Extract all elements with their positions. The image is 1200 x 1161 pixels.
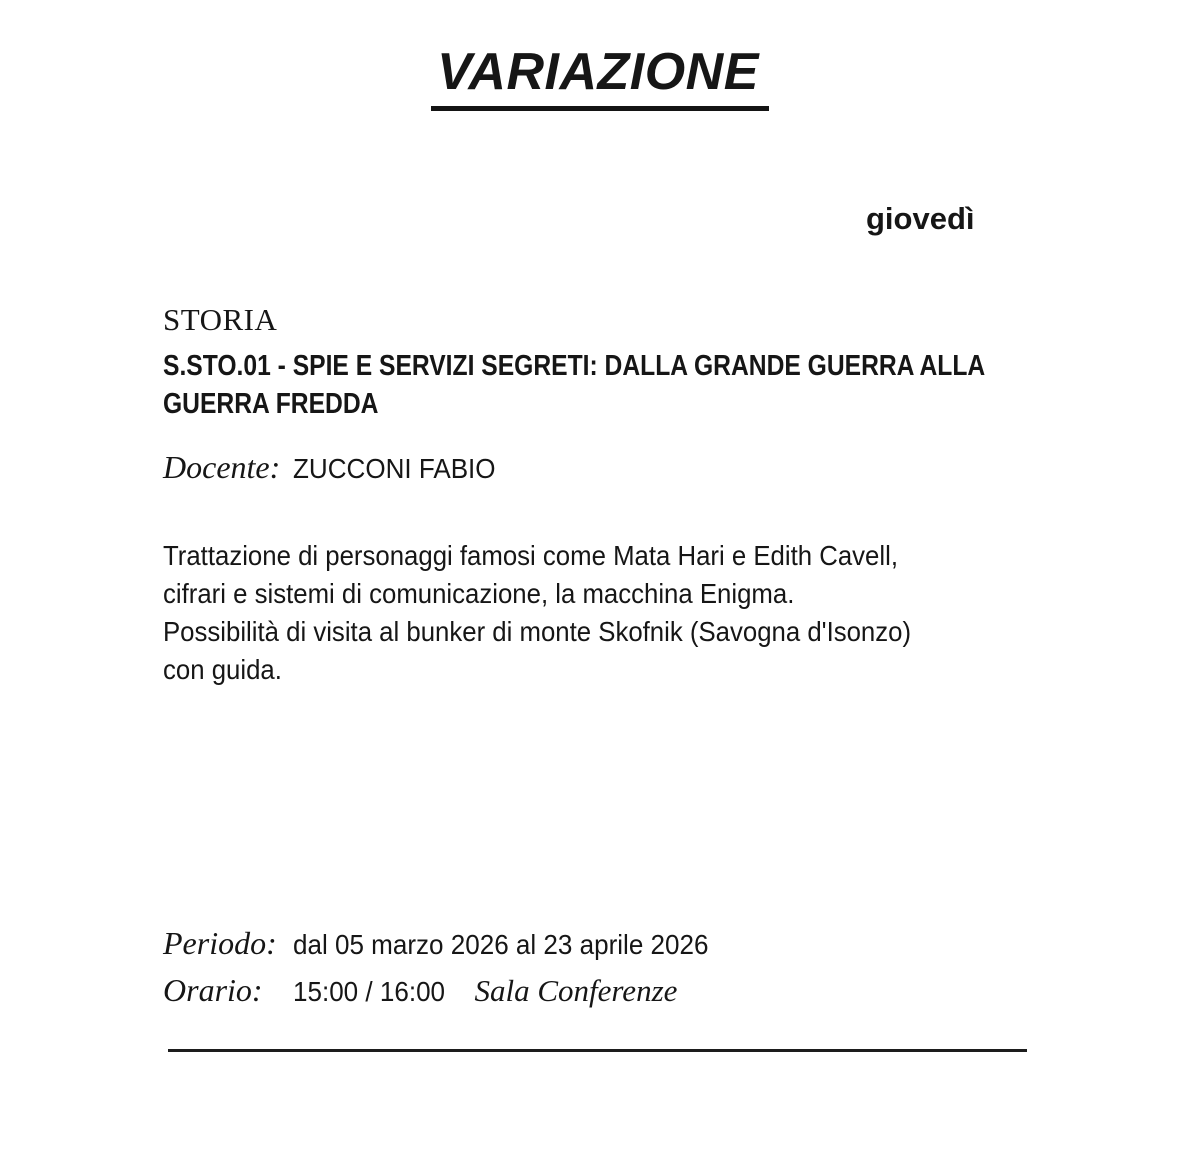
course-title-line-1: S.STO.01 - SPIE E SERVIZI SEGRETI: DALLA GRANDE GUERRA ALLA [163,350,986,382]
time-line [163,972,677,1009]
period-label: Periodo: [163,925,277,961]
description-line-4: con guida. [163,654,282,685]
page-title: VARIAZIONE [431,42,769,111]
time-label: Orario: [163,972,263,1008]
period-line [163,925,740,962]
period-value: dal 05 marzo 2026 al 23 aprile 2026 [293,929,709,960]
page-title-container [0,42,1200,111]
teacher-label: Docente: [163,449,281,485]
teacher-line [163,449,511,486]
footer-rule [168,1049,1027,1052]
weekday-label: giovedì [866,201,975,236]
teacher-name: ZUCCONI FABIO [293,453,496,484]
subject-heading: STORIA [163,302,278,337]
course-code-title [163,347,985,423]
description-line-2: cifrari e sistemi di comunicazione, la macchina Enigma. [163,578,795,609]
room-name: Sala Conferenze [474,973,678,1008]
description-paragraph [163,537,911,689]
course-title-line-2: GUERRA FREDDA [163,388,379,420]
description-line-1: Trattazione di personaggi famosi come Mata Hari e Edith Cavell, [163,540,898,571]
time-value: 15:00 / 16:00 [293,976,446,1007]
description-line-3: Possibilità di visita al bunker di monte Skofnik (Savogna d'Isonzo) [163,616,912,647]
